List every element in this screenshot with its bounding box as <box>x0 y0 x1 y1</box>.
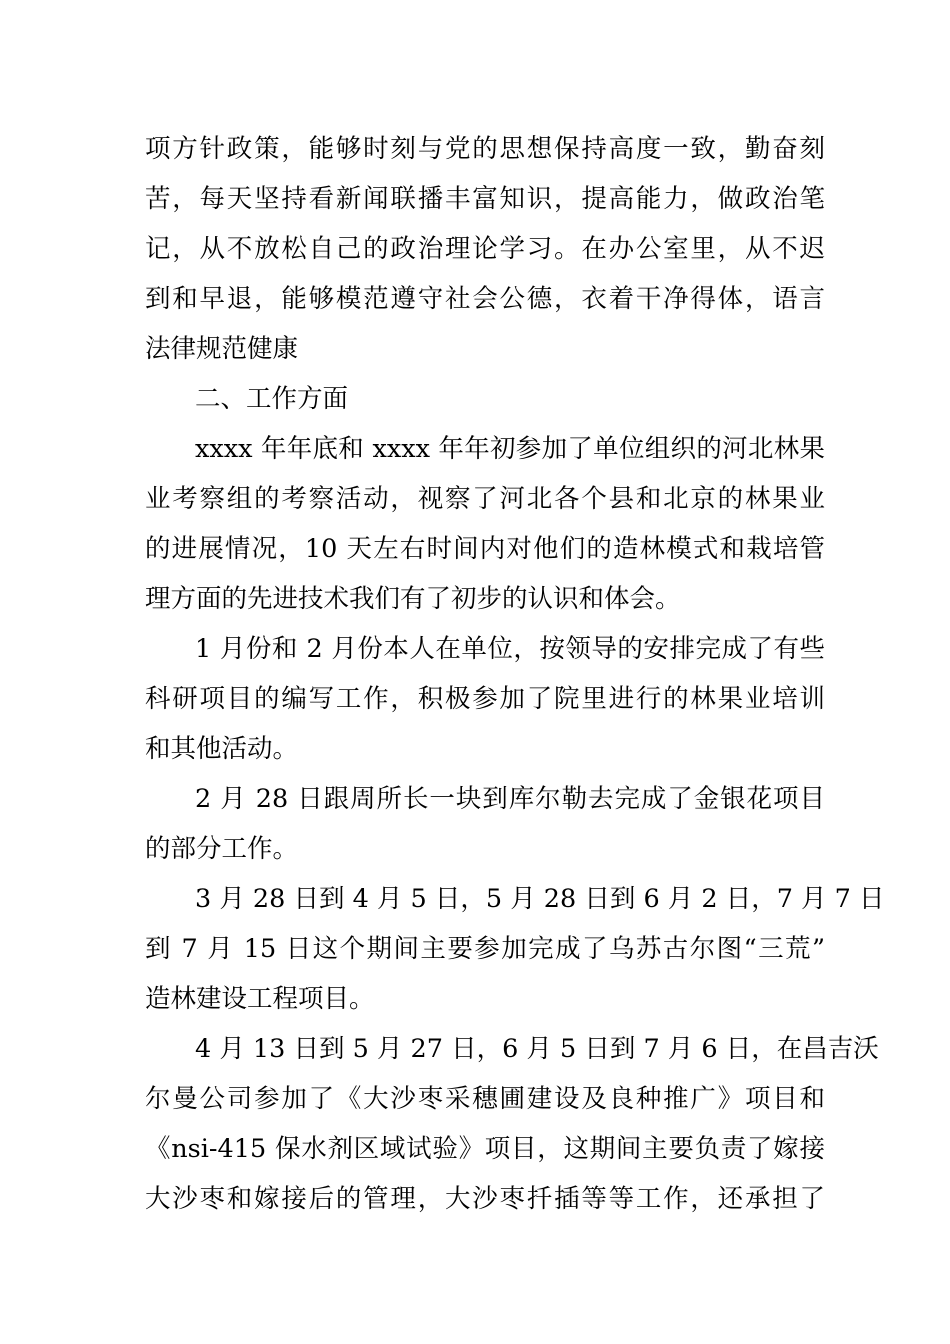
text-line: 和其他活动。 <box>145 734 299 764</box>
text-line: 理方面的先进技术我们有了初步的认识和体会。 <box>145 584 681 614</box>
text-line: 4 月 13 日到 5 月 27 日，6 月 5 日到 7 月 6 日，在昌吉沃 <box>195 1034 879 1064</box>
text-line: 法律规范健康 <box>145 334 299 364</box>
text-line: 3 月 28 日到 4 月 5 日，5 月 28 日到 6 月 2 日，7 月 7 日 <box>195 884 885 914</box>
section-heading: 二、工作方面 <box>195 384 349 414</box>
text-line: 到和早退，能够模范遵守社会公德，衣着干净得体，语言 <box>145 284 825 314</box>
text-line: 业考察组的考察活动，视察了河北各个县和北京的林果业 <box>145 484 825 514</box>
text-line: 到 7 月 15 日这个期间主要参加完成了乌苏古尔图“三荒” <box>145 934 825 964</box>
text-line: 项方针政策，能够时刻与党的思想保持高度一致，勤奋刻 <box>145 134 825 164</box>
text-line: 的部分工作。 <box>145 834 299 864</box>
text-line: 造林建设工程项目。 <box>145 984 375 1014</box>
text-line: 科研项目的编写工作，积极参加了院里进行的林果业培训 <box>145 684 825 714</box>
text-line: 大沙枣和嫁接后的管理，大沙枣扦插等等工作，还承担了 <box>145 1184 825 1214</box>
text-line: 尔曼公司参加了《大沙枣采穗圃建设及良种推广》项目和 <box>145 1084 825 1114</box>
text-line: 苦，每天坚持看新闻联播丰富知识，提高能力，做政治笔 <box>145 184 825 214</box>
text-line: 1 月份和 2 月份本人在单位，按领导的安排完成了有些 <box>195 634 825 664</box>
text-line: 《nsi-415 保水剂区域试验》项目，这期间主要负责了嫁接 <box>145 1134 825 1164</box>
text-line: 2 月 28 日跟周所长一块到库尔勒去完成了金银花项目 <box>195 784 825 814</box>
text-line: xxxx 年年底和 xxxx 年年初参加了单位组织的河北林果 <box>195 434 825 464</box>
text-line: 记，从不放松自己的政治理论学习。在办公室里，从不迟 <box>145 234 825 264</box>
text-line: 的进展情况，10 天左右时间内对他们的造林模式和栽培管 <box>145 534 825 564</box>
